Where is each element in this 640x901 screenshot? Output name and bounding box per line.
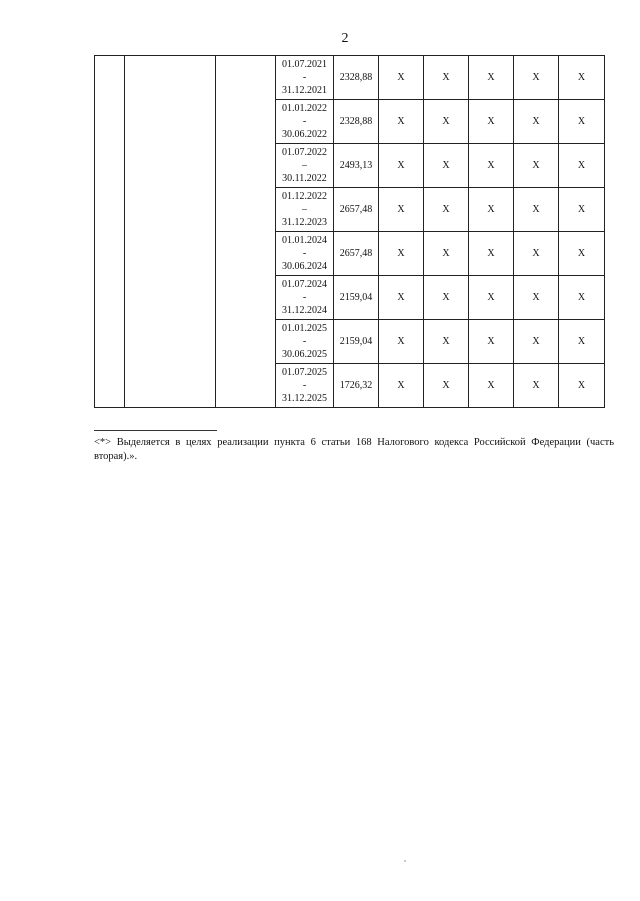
x-mark: X: [379, 100, 424, 144]
period-start: 01.07.2021: [282, 59, 327, 70]
x-mark: X: [514, 56, 559, 100]
x-mark: X: [469, 144, 514, 188]
period-separator: -: [302, 380, 307, 391]
period-separator: -: [302, 336, 307, 347]
x-mark: X: [559, 188, 605, 232]
x-mark: X: [559, 364, 605, 408]
page-number: 2: [341, 31, 349, 46]
tariff-value: 2493,13: [334, 144, 379, 188]
period-separator: -: [302, 248, 307, 259]
period-start: 01.01.2025: [282, 323, 327, 334]
x-mark: X: [379, 276, 424, 320]
period-start: 01.07.2022: [282, 147, 327, 158]
period-start: 01.07.2024: [282, 279, 327, 290]
period-end: 31.12.2023: [282, 217, 327, 228]
table-row: [95, 56, 605, 100]
x-mark: X: [379, 364, 424, 408]
x-mark: X: [424, 232, 469, 276]
tariff-value: 2159,04: [334, 320, 379, 364]
x-mark: X: [424, 100, 469, 144]
period-end: 30.11.2022: [282, 173, 327, 184]
x-mark: X: [514, 364, 559, 408]
x-mark: X: [514, 320, 559, 364]
period-cell: [276, 144, 334, 188]
tariff-value: 2657,48: [334, 232, 379, 276]
x-mark: X: [424, 144, 469, 188]
x-mark: X: [379, 320, 424, 364]
x-mark: X: [469, 232, 514, 276]
period-separator: –: [302, 204, 307, 215]
x-mark: X: [379, 188, 424, 232]
x-mark: X: [469, 276, 514, 320]
x-mark: X: [379, 144, 424, 188]
blank-cell: [216, 56, 276, 408]
x-mark: X: [424, 320, 469, 364]
x-mark: X: [514, 100, 559, 144]
period-separator: -: [302, 72, 307, 83]
x-mark: X: [559, 56, 605, 100]
period-start: 01.12.2022: [282, 191, 327, 202]
x-mark: X: [514, 276, 559, 320]
x-mark: X: [514, 144, 559, 188]
period-cell: [276, 276, 334, 320]
tariff-table: [94, 55, 605, 408]
period-end: 30.06.2025: [282, 349, 327, 360]
x-mark: X: [469, 56, 514, 100]
tariff-value: 2328,88: [334, 56, 379, 100]
period-end: 31.12.2025: [282, 393, 327, 404]
footnote-divider: [94, 430, 217, 431]
period-end: 30.06.2024: [282, 261, 327, 272]
period-start: 01.07.2025: [282, 367, 327, 378]
scan-speck: [404, 860, 406, 862]
x-mark: X: [514, 188, 559, 232]
period-end: 31.12.2021: [282, 85, 327, 96]
x-mark: X: [424, 56, 469, 100]
period-separator: -: [302, 116, 307, 127]
x-mark: X: [559, 320, 605, 364]
period-start: 01.01.2024: [282, 235, 327, 246]
period-end: 30.06.2022: [282, 129, 327, 140]
tariff-value: 2159,04: [334, 276, 379, 320]
x-mark: X: [379, 56, 424, 100]
table-body: [95, 56, 605, 408]
footnote: <*> Выделяется в целях реализации пункта 6 статьи 168 Налогового кодекса Российской Федерации (часть вторая).».: [94, 437, 614, 462]
tariff-value: 2657,48: [334, 188, 379, 232]
period-end: 31.12.2024: [282, 305, 327, 316]
x-mark: X: [559, 276, 605, 320]
x-mark: X: [424, 188, 469, 232]
period-cell: [276, 100, 334, 144]
x-mark: X: [514, 232, 559, 276]
x-mark: X: [379, 232, 424, 276]
period-cell: [276, 56, 334, 100]
period-separator: -: [302, 292, 307, 303]
x-mark: X: [469, 320, 514, 364]
x-mark: X: [424, 364, 469, 408]
period-separator: –: [302, 160, 307, 171]
x-mark: X: [469, 364, 514, 408]
blank-cell: [95, 56, 125, 408]
x-mark: X: [424, 276, 469, 320]
x-mark: X: [559, 144, 605, 188]
tariff-value: 2328,88: [334, 100, 379, 144]
period-cell: [276, 232, 334, 276]
blank-cell: [125, 56, 216, 408]
x-mark: X: [469, 188, 514, 232]
x-mark: X: [559, 100, 605, 144]
x-mark: X: [559, 232, 605, 276]
x-mark: X: [469, 100, 514, 144]
period-cell: [276, 188, 334, 232]
period-start: 01.01.2022: [282, 103, 327, 114]
tariff-value: 1726,32: [334, 364, 379, 408]
period-cell: [276, 364, 334, 408]
period-cell: [276, 320, 334, 364]
